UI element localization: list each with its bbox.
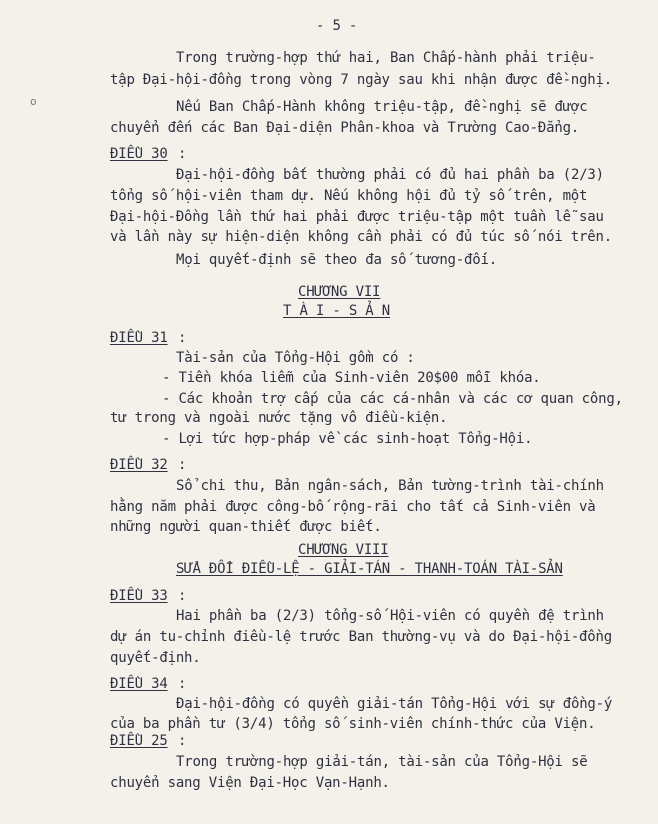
article-heading: ĐIỀU 34 [110, 676, 168, 692]
text-line: - Các khoản trợ cấp của các cá-nhân và các cơ quan công, [162, 391, 623, 407]
article-colon: : [178, 330, 187, 346]
chapter-heading: CHƯƠNG VII [298, 284, 381, 300]
page-number: - 5 - [316, 18, 358, 34]
chapter-heading: CHƯƠNG VIII [298, 542, 389, 558]
text-line: Mọi quyết-định sẽ theo đa số tương-đối. [176, 252, 497, 268]
text-line: tổng số hội-viên tham dự. Nếu không hội đủ tỷ số trên, một [110, 188, 588, 204]
article-heading: ĐIỀU 25 [110, 733, 168, 749]
article-colon: : [178, 146, 187, 162]
article-colon: : [178, 457, 187, 473]
text-line: quyết-định. [110, 650, 201, 666]
text-line: hằng năm phải được công-bố rộng-rãi cho tất cả Sinh-viên và [110, 499, 596, 515]
text-line: Nếu Ban Chấp-Hành không triệu-tập, đề-nghị sẽ được [176, 99, 588, 115]
text-line: tư trong và ngoài nước tặng vô điều-kiện. [110, 410, 448, 426]
article-heading: ĐIỀU 30 [110, 146, 168, 162]
text-line: Sổ chi thu, Bản ngân-sách, Bản tường-trình tài-chính [176, 478, 604, 494]
text-line: Trong trường-hợp giải-tán, tài-sản của Tổng-Hội sẽ [176, 754, 588, 770]
article-colon: : [178, 676, 187, 692]
text-line: của ba phần tư (3/4) tổng số sinh-viên chính-thức của Viện. [110, 716, 596, 732]
text-line: Đại-hội-đồng bất thường phải có đủ hai phần ba (2/3) [176, 167, 604, 183]
chapter-title: SỬA ĐỔI ĐIỀU-LỆ - GIẢI-TÁN - THANH-TOÁN TÀI-SẢN [176, 561, 563, 577]
margin-mark: o [30, 95, 37, 108]
text-line: Trong trường-hợp thứ hai, Ban Chấp-hành phải triệu- [176, 50, 596, 66]
text-line: tập Đại-hội-đồng trong vòng 7 ngày sau khi nhận được đề-nghị. [110, 72, 612, 88]
text-line: - Tiền khóa liễm của Sinh-viên 20$00 mỗi khóa. [162, 370, 541, 386]
text-line: chuyển sang Viện Đại-Học Vạn-Hạnh. [110, 775, 390, 791]
text-line: Đại-hội-đồng có quyền giải-tán Tổng-Hội với sự đồng-ý [176, 696, 613, 712]
article-colon: : [178, 588, 187, 604]
chapter-title: T À I - S Ả N [283, 303, 390, 319]
article-colon: : [178, 733, 187, 749]
text-line: Tài-sản của Tổng-Hội gồm có : [176, 350, 415, 366]
text-line: Hai phần ba (2/3) tổng-số Hội-viên có quyền đệ trình [176, 608, 604, 624]
article-heading: ĐIỀU 33 [110, 588, 168, 604]
article-heading: ĐIỀU 31 [110, 330, 168, 346]
text-line: dự án tu-chỉnh điều-lệ trước Ban thường-vụ và do Đại-hội-đồng [110, 629, 612, 645]
text-line: và lần này sự hiện-diện không cần phải có đủ túc số nói trên. [110, 229, 612, 245]
text-line: những người quan-thiết được biết. [110, 519, 382, 535]
article-heading: ĐIỀU 32 [110, 457, 168, 473]
text-line: - Lợi tức hợp-pháp về các sinh-hoạt Tổng-Hội. [162, 431, 533, 447]
text-line: Đại-hội-Đồng lần thứ hai phải được triệu-tập một tuần lễ sau [110, 209, 604, 225]
text-line: chuyển đến các Ban Đại-diện Phân-khoa và Trường Cao-Đẳng. [110, 120, 580, 136]
